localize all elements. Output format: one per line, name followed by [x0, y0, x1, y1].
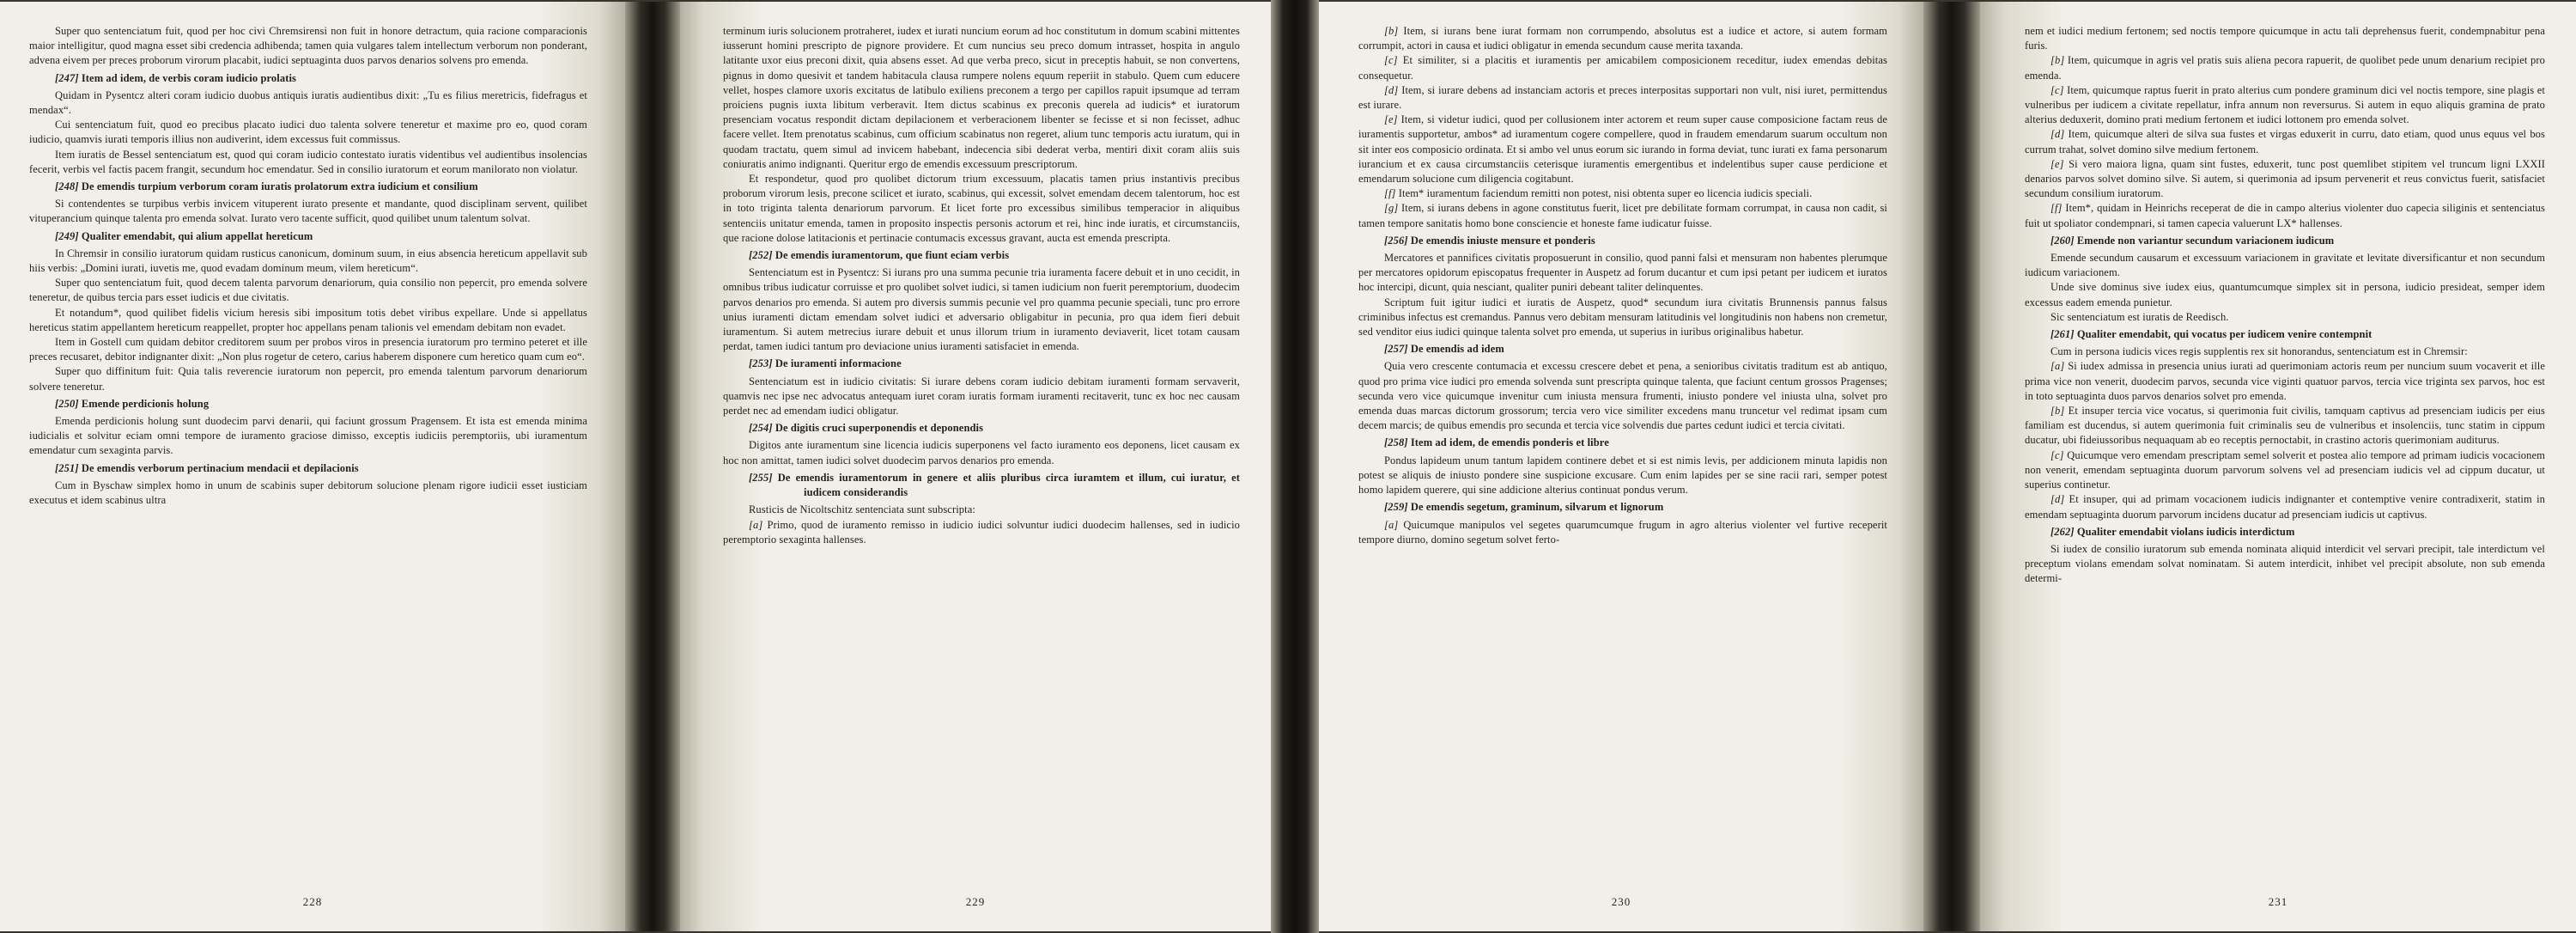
- section-heading: [260] Emende non variantur secundum variacionem iudicum: [2050, 234, 2335, 247]
- paragraph: [e] Item, si videtur iudici, quod per collusionem inter actorem et reum super cause composicione factam reus de iuramentis supportetur, ambos* ad iuramentum cogere compellere, quod in fraudem emendarum suarum occultum non sit inter eos composicio ordinata. Et si ambo vel unus eorum sic iurando in forma deviat, tunc iurati ex fama personarum iurancium et ex causa circumstanciis ceterisque iuramentis emergentibus et indelentibus super cause perdicione et emendarum solucione cum diligencia cogitabunt.: [1358, 113, 1887, 186]
- page-number: 229: [965, 895, 986, 908]
- paragraph: Si contendentes se turpibus verbis invicem vituperent iurato presente et mandante, quod disciplinam servent, quilibet vituperancium quinque talenta pro emenda solvat. Iurato vero tacente sufficit, quod quilibet unum talentum solvat.: [29, 198, 587, 225]
- item-letter: [e]: [2050, 157, 2069, 170]
- section-heading: [249] Qualiter emendabit, qui alium appellat hereticum: [55, 229, 313, 242]
- section-heading: [262] Qualiter emendabit violans iudicis interdictum: [2050, 525, 2295, 538]
- item-letter: [f]: [2050, 202, 2066, 215]
- item-letter: [f]: [1384, 187, 1399, 200]
- paragraph: [c] Quicumque vero emendam prescriptam semel solverit et postea alio tempore ad primam iudicis vocacionem non venerit, emendam septuaginta duorum parvorum solvens vel ad presenciam iudicis vel ad cippum ducatur, ut superius continetur.: [2025, 448, 2545, 491]
- item-letter: [d]: [2050, 493, 2069, 506]
- item-letter: [b]: [2050, 405, 2069, 418]
- paragraph: Et respondetur, quod pro quolibet dictorum trium excessuum, placatis tamen prius instantivis precibus proborum virorum lesis, precone scilicet et iurato, scabinus, qui excessit, solvet emendam decem talentorum, hoc est in toto triginta talenta denariorum parvorum. Et licet forte pro excessibus similibus temperacior in aliquibus sentenciis unitatur emenda, tamen in proposito inspectis personis actorum et rei, hinc inde iuratis, et circumstanciis, que racione dolose latitacionis et pertinacie contumacis excessus gravant, aucta est emenda prescripta.: [723, 173, 1240, 244]
- section-number: [259]: [1384, 501, 1411, 514]
- section-heading: [257] De emendis ad idem: [1384, 343, 1504, 356]
- book-spread-left: [0, 0, 1271, 933]
- paragraph: [f] Item* iuramentum faciendum remitti non potest, nisi obtenta super eo licencia iudicis speciali.: [1384, 187, 1813, 200]
- paragraph: [d] Item, si iurare debens ad instanciam actoris et preces interpositas supportari non vult, nisi iuret, permittendus est iurare.: [1358, 83, 1887, 112]
- section-heading: [259] De emendis segetum, graminum, silvarum et lignorum: [1384, 501, 1664, 514]
- paragraph: Emenda perdicionis holung sunt duodecim parvi denarii, qui faciunt grossum Pragensem. Et ista est emenda minima iudicialis et solvitur eciam omni tempore de iuramento graciose dimisso, exceptis iudiciis peremptoriis, ubi iuramentum emendatur cum sexaginta parvis.: [29, 415, 587, 457]
- scan-gap: [1271, 0, 1319, 933]
- item-letter: [c]: [2050, 83, 2068, 96]
- paragraph: [a] Si iudex admissa in presencia unius iurati ad querimoniam actoris reum per nuncium suum vocaverit et ille prima vice non venerit, duodecim parvos, secunda vice viginti quatuor parvos, tercia vice triginta sex parvos, hoc est in toto septuaginta duos parvos denarios solvet pro emenda.: [2025, 360, 2545, 402]
- section-heading: [250] Emende perdicionis holung: [55, 397, 210, 410]
- paragraph: Super quo diffinitum fuit: Quia talis reverencie iuratorum non pepercit, pro emenda talentum parvorum denariorum solvere teneretur.: [29, 365, 587, 393]
- item-letter: [d]: [2050, 128, 2069, 141]
- paragraph: Item iuratis de Bessel sentenciatum est, quod qui coram iudicio contestato iuratis videntibus vel audientibus insolencias fecerit, verbis vel factis pacem frangit, secundum hoc emendatur. Sed in consilio iuratorum et eorum manilorato non violatur.: [29, 148, 587, 175]
- page-number: 231: [2268, 895, 2288, 908]
- paragraph: Super quo sentenciatum fuit, quod decem talenta parvorum denariorum, quia consilio non pepercit, pro emenda solvere teneretur, de quibus tercia pars esset iudicis et due civitatis.: [29, 277, 587, 304]
- item-letter: [g]: [1384, 202, 1401, 215]
- paragraph: Si iudex de consilio iuratorum sub emenda nominata aliquid interdicit vel servari precipit, tale interdictum vel preceptum violans emendam solvat nominatam. Si autem interdicit, inhibet vel precipit absolute, non sub emenda determi-: [2025, 542, 2545, 585]
- book-page: [680, 2, 1271, 931]
- book-spine-shadow: [1923, 2, 1980, 931]
- book-page: [1319, 2, 1923, 931]
- section-heading: [248] De emendis turpium verborum coram iuratis prolatorum extra iudicium et consilium: [55, 180, 478, 193]
- paragraph: Sic sentenciatum est iuratis de Reedisch.: [2050, 310, 2229, 323]
- section-heading: [252] De emendis iuramentorum, que fiunt eciam verbis: [749, 249, 1010, 262]
- paragraph: Item in Gostell cum quidam debitor creditorem suum per probos viros in presencia iuratorum pro termino peteret et ille preces recusaret, debitor indignanter dixit: „Non plus rogetur de cetero, carius haberem disponere cum heretico quam cum eo“.: [29, 336, 587, 363]
- item-letter: [a]: [749, 518, 768, 531]
- section-number: [253]: [749, 357, 775, 370]
- paragraph: [d] Et insuper, qui ad primam vocacionem iudicis indignanter et contemptive venire contradixerit, statim in emendam septuaginta duorum parvorum incidens ducatur ad presenciam iudicis ut captivus.: [2025, 493, 2545, 521]
- item-letter: [a]: [2050, 360, 2069, 373]
- paragraph: [a] Primo, quod de iuramento remisso in iudicio iudici solvuntur iudici duodecim hallenses, sed in iudicio peremptorio sexaginta hallenses.: [723, 518, 1240, 546]
- book-page: [1980, 2, 2576, 931]
- book-page: [0, 2, 625, 931]
- paragraph: [e] Si vero maiora ligna, quam sint fustes, eduxerit, tunc post quemlibet stipitem vel truncum ligni LXXII denarios parvos solvet domino silve. Si autem, si querimonia ad ipsum pervenerit et reus convictus fuerit, satisfaciet secundum consilium iuratorum.: [2025, 157, 2545, 200]
- continuation-paragraph: nem et iudici medium fertonem; sed noctis tempore quicumque in actu tali deprehensus fuerit, condempnabitur pena furis.: [2025, 25, 2545, 52]
- item-letter: [c]: [1384, 54, 1403, 67]
- paragraph: [b] Et insuper tercia vice vocatus, si querimonia fuit civilis, tamquam captivus ad presenciam iudicis per eius familiam est ducendus, si autem querimonia fuit criminalis seu de vulneribus et insolenciis, tunc statim in cippum ducatur, ubi fideiussoribus nequaquam ab eo receptis pernoctabit, in crastino actoris querimoniam auditurus.: [2025, 405, 2545, 447]
- section-number: [260]: [2050, 234, 2077, 247]
- section-number: [250]: [55, 397, 82, 410]
- section-number: [262]: [2050, 525, 2077, 538]
- book-spine-shadow: [625, 2, 680, 931]
- section-number: [252]: [749, 249, 775, 262]
- section-number: [249]: [55, 229, 82, 242]
- paragraph: Quia vero crescente contumacia et excessu crescere debet et pena, a senioribus civitatis traditum est ab antiquo, quod pro prima vice iudici pro emenda solvenda sunt prescripta quinque talenta, que faciunt centum grossos Pragenses; secunda vero vice quicumque invenitur cum iniusta mensura frumenti, iniusto pondere vel iniusta ulna, solvet pro emenda duas marcas dictorum grossorum; tercia vero vice similiter excedens manu truncetur vel redimat ipsam cum decem marcis; de quibus emendis pro secunda et tercia vice solvendis due partes cedunt iudici et tercia civitati.: [1358, 360, 1887, 432]
- paragraph: Rusticis de Nicoltschitz sentenciata sunt subscripta:: [749, 503, 975, 516]
- paragraph: Scriptum fuit igitur iudici et iuratis de Auspetz, quod* secundum iura civitatis Brunnensis pannus falsus criminibus infectus est cremandus. Pannus vero debitam mensuram latitudinis vel longitudinis non habens non cremetur, sed venditor eius iudici quinque talenta solvet pro emenda, ut superius in iuribus originalibus habetur.: [1358, 296, 1887, 338]
- page-number: 228: [302, 895, 323, 908]
- paragraph: Et notandum*, quod quilibet fidelis vicium heresis sibi impositum totis debet viribus expellare. Unde si appellatus hereticus statim appellantem hereticum reappellet, propter hoc appellans penam talionis vel emendam debitam non evadet.: [29, 306, 587, 333]
- item-letter: [d]: [1384, 83, 1402, 96]
- paragraph: Sentenciatum est in Pysentcz: Si iurans pro una summa pecunie tria iuramenta facere debuit et in uno cecidit, in omnibus tribus iudicatur corruisse et pro quolibet solvet iudici, si tamen iudicium non fuerit peremptorium, duodecim parvos denarios pro emenda. Si autem pro diversis summis pecunie vel pro quamma pecunie speciali, tunc pro errore unius iuramenti dictam emendam solvet iudici et adversario obligabitur in pecunia, pro qua idem fieri debuit iuramentum. Si autem metrecius iurare debuit et unus illorum trium in iuramento deviaverit, licet totam causam perdat, tamen iudici tantum pro deviacione unius iuramenti satisfaciet in emenda.: [723, 266, 1240, 353]
- section-number: [248]: [55, 180, 82, 193]
- section-heading: [255] De emendis iuramentorum in genere et aliis pluribus circa iuramtem et illum, cui iuratur, et iudicem considerandis: [749, 471, 1240, 499]
- continuation-paragraph: terminum iuris solucionem protraheret, iudex et iurati nuncium eorum ad hoc constitutum in domum scabini mittentes iusserunt homini prescripto de pignore providere. Et cum nuncius seu preco domum intrasset, hospita in angulo latitante uxor eius preconi dixit, quia absens esset. Ad que verba preco, sicut in preceptis habuit, se non convertens, pignus in domo quesivit et tandem habitacula clausa rumpere nolens equum reperiit in stabulo. Quem cum educere vellet, hospes clamore uxoris excitatus de latibulo exiliens preconem a tergo per capillos rapuit ipsumque ad terram proiciens pugnis iuxta libitum verberavit. Item dictus scabinus ex preconis querela ad iudicis* et iuratorum presenciam vocatus respondit dictam depilacionem et verberacionem libenter se fecisse et si non fecisset, adhuc facere vellet. Item prenotatus scabinus, cum officium scabinatus non regeret, alium tunc temporis actu iuratum, qui in quodam tractatu, quem simul ad invicem habebant, indecencia sibi dederat verba, mentiri dixit coram aliis suis coniuratis animo indignanti. Queritur ergo de emendis excessuum prescriptorum.: [723, 25, 1240, 170]
- page-text: [2025, 24, 2545, 587]
- paragraph: Mercatores et pannifices civitatis proposuerunt in consilio, quod panni falsi et mensuram non habentes plerumque per mercatores opidorum episcopatus frequenter in Auspetz ad forum ducantur et cum ipsi petant per iudicem et iuratos hoc intercipi, dicunt, quia nesciant, qualiter puniri debeant taliter delinquentes.: [1358, 252, 1887, 294]
- section-heading: [254] De digitis cruci superponendis et deponendis: [749, 422, 984, 435]
- page-text: [1358, 24, 1887, 547]
- page-text: [723, 24, 1240, 547]
- section-heading: [251] De emendis verborum pertinacium mendacii et depilacionis: [55, 461, 359, 474]
- paragraph: Cum in persona iudicis vices regis supplentis rex sit honorandus, sentenciatum est in Chremsir:: [2050, 345, 2468, 358]
- item-letter: [e]: [1384, 113, 1401, 126]
- section-number: [251]: [55, 461, 82, 474]
- paragraph: Digitos ante iuramentum sine licencia iudicis superponens vel facto iuramento eos deponens, licet causam ex hoc non amittat, tamen iudici solvet duodecim parvos denarios pro emenda.: [723, 439, 1240, 466]
- item-letter: [a]: [1384, 518, 1404, 531]
- section-number: [247]: [55, 71, 82, 84]
- item-letter: [b]: [2050, 54, 2068, 67]
- item-letter: [b]: [1384, 25, 1404, 37]
- page-text: [29, 24, 587, 508]
- paragraph: Quidam in Pysentcz alteri coram iudicio duobus antiquis iuratis audientibus dixit: „Tu es filius meretricis, fidefragus et mendax“.: [29, 88, 587, 117]
- section-number: [257]: [1384, 343, 1411, 356]
- paragraph: [c] Et similiter, si a placitis et iuramentis per amicabilem composicionem receditur, iudex emendas debitas consequetur.: [1358, 54, 1887, 82]
- section-number: [261]: [2050, 328, 2077, 341]
- section-number: [254]: [749, 422, 775, 435]
- paragraph: Unde sive dominus sive iudex eius, quantumcumque simplex sit in persona, iudicio presideat, semper idem excessus eadem emenda punietur.: [2025, 281, 2545, 308]
- book-spread-right: [1319, 0, 2576, 933]
- paragraph: Super quo sentenciatum fuit, quod per hoc civi Chremsirensi non fuit in honore detractum, quia racione comparacionis maior intelligitur, quod magna esset sibi credencia adhibenda; tamen quia vulgares talem intellectum verborum non ponderant, advena eivem per preces proborum virorum placabit, iudici septuaginta duos parvos denarios solvens pro emenda.: [29, 25, 587, 67]
- paragraph: [b] Item, quicumque in agris vel pratis suis aliena pecora rapuerit, de quolibet pede unum denarium recipiet pro emenda.: [2025, 54, 2545, 82]
- section-number: [256]: [1384, 234, 1411, 247]
- paragraph: Cum in Byschaw simplex homo in unum de scabinis super debitorum solucione plenam rigore iudicii esset iusticiam executus et idem scabinus ultra: [29, 479, 587, 507]
- section-heading: [247] Item ad idem, de verbis coram iudicio prolatis: [55, 71, 296, 84]
- item-letter: [c]: [2050, 448, 2068, 461]
- paragraph: Pondus lapideum unum tantum lapidem continere debet et si est nimis levis, per addicionem minuta lapidis non potest se aliquis de iniusto pondere sine suspicione excusare. Cum enim lapides per se sine racii rari, semper potest homo lapidem querere, qui sine addicione alterius continuat pondus verum.: [1358, 454, 1887, 497]
- paragraph: [b] Item, si iurans bene iurat formam non corrumpendo, absolutus est a iudice et actore, si autem formam corrumpit, actori in causa et iudici obligatur in emenda secundum cause merita taxanda.: [1358, 25, 1887, 52]
- paragraph: Cui sentenciatum fuit, quod eo precibus placato iudici duo talenta solvere teneretur et maxime pro eo, quod coram iudicio, quamvis iurati temporis illius non audiverint, idem excessus fuit commissus.: [29, 119, 587, 146]
- paragraph: [d] Item, quicumque alteri de silva sua fustes et virgas eduxerit in curru, dato etiam, quod unus equus vel bos currum trahat, solvet domino silve medium fertonem.: [2025, 128, 2545, 156]
- paragraph: Sentenciatum est in iudicio civitatis: Si iurare debens coram iudicio debitam iuramenti formam servaverit, quamvis nec ipse nec advocatus antequam iuret coram iuratis formam iuramenti recitaverit, tunc ex hoc nec causam perdet nec ad emendam iudici obligatur.: [723, 375, 1240, 418]
- paragraph: In Chremsir in consilio iuratorum quidam rusticus canonicum, dominum suum, in eius absencia hereticum appellavit sub hiis verbis: „Domini iurati, iuvetis me, quod evadam dominum meum, vilem hereticum“.: [29, 247, 587, 275]
- paragraph: [c] Item, quicumque raptus fuerit in prato alterius cum pondere graminum dici vel noctis tempore, sine plagis et vulneribus per iudicem a civitate repellatur, infra annum non reversurus. Si autem in equo aliquis gramina de prato alterius deduxerit, domino prati medium fertonem et iudici lottonem pro emenda solvet.: [2025, 83, 2545, 126]
- section-heading: [261] Qualiter emendabit, qui vocatus per iudicem venire contempnit: [2050, 328, 2372, 341]
- paragraph: [g] Item, si iurans debens in agone constitutus fuerit, licet pre debilitate formam corrumpat, in causa non cadit, si tamen tempore sanitatis homo bone consciencie et honeste fame iudicatur fuisse.: [1358, 202, 1887, 229]
- section-heading: [256] De emendis iniuste mensure et ponderis: [1384, 234, 1595, 247]
- paragraph: [a] Quicumque manipulos vel segetes quarumcumque frugum in agro alterius violenter vel furtive receperit tempore diurno, domino segetum solvet ferto-: [1358, 518, 1887, 546]
- paragraph: [f] Item*, quidam in Heinrichs receperat de die in campo alterius violenter duo capecia siliginis et sentenciatus fuit ut spoliator condempnari, si tamen capecia valuerunt LX* hallenses.: [2025, 202, 2545, 229]
- paragraph: Emende secundum causarum et excessuum variacionem in gravitate et levitate diversificantur et non secundum iudicum variacionem.: [2025, 252, 2545, 279]
- section-number: [258]: [1384, 436, 1411, 449]
- section-heading: [258] Item ad idem, de emendis ponderis et libre: [1384, 436, 1609, 449]
- page-number: 230: [1611, 895, 1631, 908]
- section-heading: [253] De iuramenti informacione: [749, 357, 902, 370]
- section-number: [255]: [749, 471, 778, 484]
